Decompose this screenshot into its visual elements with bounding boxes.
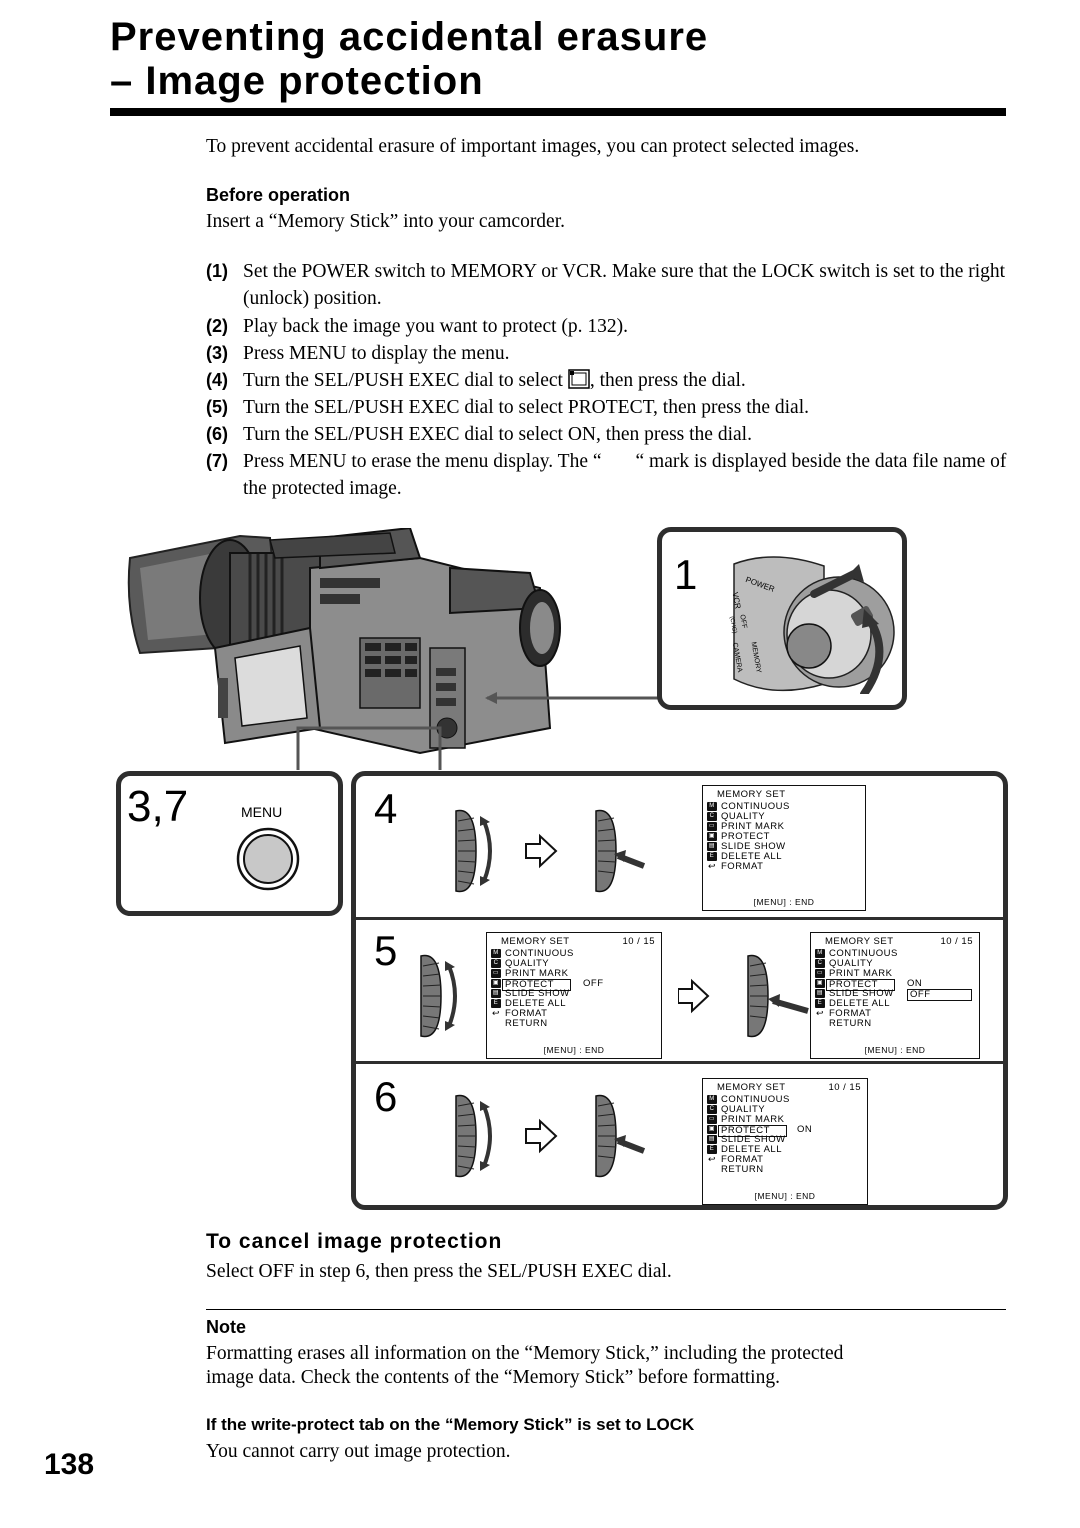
osd-item: CONTINUOUS [505,948,574,959]
osd-item: DELETE ALL [829,998,890,1009]
divider [356,917,1003,920]
osd-menu-step-5-before [486,932,662,1059]
osd-item: FORMAT [505,1008,548,1019]
memory-icon: C [707,1105,717,1114]
osd-item: DELETE ALL [721,1144,782,1155]
page-title-line1: Preventing accidental erasure [110,15,709,59]
osd-item: CONTINUOUS [829,948,898,959]
intro-text: To prevent accidental erasure of important images, you can protect selected images. [206,136,860,157]
step-number: (1) [206,261,228,281]
osd-item-selected: PROTECT [826,979,895,991]
etc-icon: E [491,999,501,1008]
osd-page: 10 / 15 [622,936,655,947]
osd-item: QUALITY [721,1104,766,1115]
osd-value: ON [797,1124,813,1135]
step-text: Set the POWER switch to MEMORY or VCR. Make sure that the LOCK switch is set to the right (unlock) position. [243,261,1006,309]
return-icon: ↩ [707,1154,717,1164]
lcd-icon: ▤ [708,1136,716,1142]
step-text: Turn the SEL/PUSH EXEC dial to select [243,370,563,391]
return-icon: ↩ [707,861,717,871]
osd-header: MEMORY SET [501,936,570,947]
divider [356,1061,1003,1064]
osd-header: MEMORY SET [825,936,894,947]
memory-icon: C [491,959,501,968]
cancel-heading: To cancel image protection [206,1230,503,1253]
memory-set-icon: ▣ [708,1126,716,1132]
osd-item: QUALITY [505,958,550,969]
memory-label: MEMORY [749,641,762,674]
osd-item: PRINT MARK [721,821,785,832]
step-text-end: “ mark is displayed beside the data file name of the protected image. [243,451,1007,499]
panel-step-number: 3,7 [127,782,189,831]
osd-item: FORMAT [829,1008,872,1019]
osd-footer: [MENU] : END [543,1045,605,1055]
osd-menu-step-6 [702,1078,868,1205]
osd-item: SLIDE SHOW [829,988,894,999]
step-text-end: , then press the dial. [589,370,746,391]
osd-item: DELETE ALL [505,998,566,1009]
off-label: OFF [738,613,748,630]
step-number: (6) [206,424,228,444]
step-text: Press MENU to display the menu. [243,343,510,364]
osd-footer: [MENU] : END [754,1191,816,1201]
osd-return: RETURN [721,1164,764,1175]
step-text: Press MENU to erase the menu display. The “ [243,451,602,472]
panel-step-number: 6 [374,1073,398,1120]
osd-return: RETURN [829,1018,872,1029]
panel-step-number: 4 [374,785,398,832]
osd-item: SLIDE SHOW [721,1134,786,1145]
step-number: (2) [206,316,228,336]
vcr-label: VCR [730,591,743,610]
page-title-line2: – Image protection [110,59,484,103]
lcd-icon: ▤ [816,990,824,996]
step-number: (4) [206,370,228,390]
panel-step-1 [657,527,907,710]
return-icon: ↩ [491,1008,501,1018]
dial-turn-icon [446,806,646,896]
osd-header: MEMORY SET [717,1082,786,1093]
osd-item: PRINT MARK [721,1114,785,1125]
note-text-line2: image data. Check the contents of the “Memory Stick” before formatting. [206,1367,780,1388]
cancel-text: Select OFF in step 6, then press the SEL/PUSH EXEC dial. [206,1261,672,1282]
vcr-icon: ▭ [492,970,500,976]
lock-heading: If the write-protect tab on the “Memory Stick” is set to LOCK [206,1415,695,1434]
osd-item: PROTECT [721,831,770,842]
vcr-icon: ▭ [708,823,716,829]
osd-item: PRINT MARK [829,968,893,979]
etc-icon: E [707,1145,717,1154]
memory-set-icon [568,369,590,389]
osd-item: FORMAT [721,861,764,872]
osd-page: 10 / 15 [828,1082,861,1093]
step-text: Play back the image you want to protect (p. 132). [243,316,629,337]
camera-setting-icon: M [707,802,717,811]
callout-lines [290,690,670,780]
osd-return: RETURN [505,1018,548,1029]
camera-label: CAMERA [730,642,744,673]
menu-button-icon [235,826,301,892]
step-number: (3) [206,343,228,363]
osd-item: CONTINUOUS [721,1094,790,1105]
osd-item-selected: PROTECT [718,1125,787,1137]
step-text: Turn the SEL/PUSH EXEC dial to select ON, then press the dial. [243,424,752,445]
osd-item: QUALITY [721,811,766,822]
osd-item: CONTINUOUS [721,801,790,812]
note-rule [206,1309,1006,1310]
panel-steps-4-6 [351,771,1008,1210]
power-label: POWER [744,575,776,594]
osd-item: PRINT MARK [505,968,569,979]
return-icon: ↩ [815,1008,825,1018]
osd-item: DELETE ALL [721,851,782,862]
etc-icon: E [815,999,825,1008]
osd-page: 10 / 15 [940,936,973,947]
osd-item: SLIDE SHOW [505,988,570,999]
title-rule [110,108,1006,116]
osd-footer: [MENU] : END [864,1045,926,1055]
osd-header: MEMORY SET [717,789,786,800]
before-operation-text: Insert a “Memory Stick” into your camcorder. [206,211,566,232]
note-text-line1: Formatting erases all information on the “Memory Stick,” including the protected [206,1343,844,1364]
dial-turn-icon [411,951,471,1041]
panel-step-3-7 [116,771,343,916]
dial-press-icon [678,951,813,1041]
camera-setting-icon: M [491,949,501,958]
osd-menu-step-4 [702,785,866,911]
chg-label: (CHG) [728,615,738,635]
memory-set-icon: ▣ [708,833,716,839]
memory-icon: C [815,959,825,968]
step-number: (7) [206,451,228,471]
osd-item-selected: PROTECT [502,979,571,991]
lock-text: You cannot carry out image protection. [206,1441,511,1462]
osd-option: ON [907,978,923,989]
step-number: (5) [206,397,228,417]
step-text: Turn the SEL/PUSH EXEC dial to select PROTECT, then press the dial. [243,397,810,418]
etc-icon: E [707,852,717,861]
memory-icon: C [707,812,717,821]
dial-turn-icon [446,1091,646,1181]
panel-step-number: 1 [674,551,698,598]
page-number: 138 [44,1448,95,1481]
menu-label: MENU [241,804,283,820]
vcr-icon: ▭ [816,970,824,976]
camera-setting-icon: M [815,949,825,958]
memory-set-icon: ▣ [816,980,824,986]
panel-step-number: 5 [374,927,398,974]
osd-item: FORMAT [721,1154,764,1165]
osd-item: SLIDE SHOW [721,841,786,852]
memory-set-icon: ▣ [492,980,500,986]
camera-setting-icon: M [707,1095,717,1104]
vcr-icon: ▭ [708,1116,716,1122]
osd-footer: [MENU] : END [753,897,815,907]
lcd-icon: ▤ [492,990,500,996]
osd-menu-step-5-after [810,932,980,1059]
osd-option-selected: OFF [907,989,972,1001]
lcd-icon: ▤ [708,843,716,849]
osd-value: OFF [583,978,604,989]
osd-item: QUALITY [829,958,874,969]
before-operation-heading: Before operation [206,185,351,205]
note-heading: Note [206,1317,246,1337]
